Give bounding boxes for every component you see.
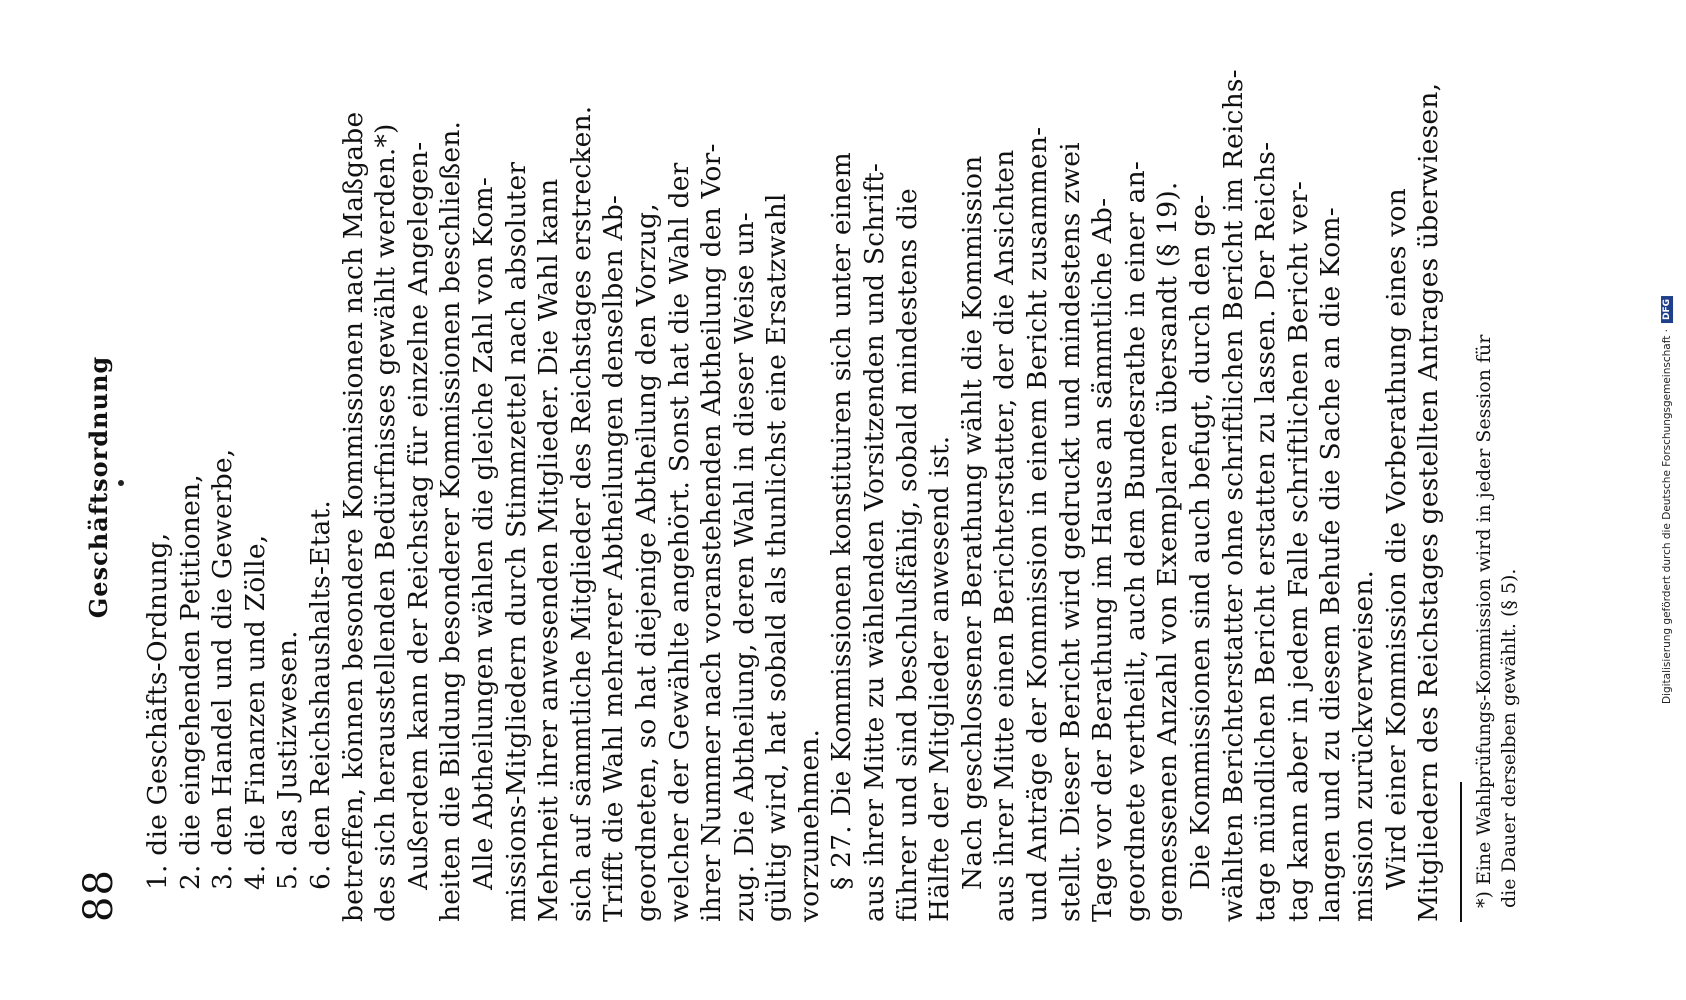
text-line: welcher der Gewählte angehört. Sonst hat die Wahl der (663, 162, 695, 922)
text-line: heiten die Bildung besonderer Kommissionen beschließen. (435, 120, 467, 922)
text-line: tag kann aber in jedem Falle schriftlichen Bericht ver- (1282, 181, 1314, 922)
page-header (70, 52, 130, 922)
body-text (142, 52, 1446, 922)
text-line: stellt. Dieser Bericht wird gedruckt und mindestens zwei (1054, 142, 1086, 922)
text-line: gemessenen Anzahl von Exemplaren übersandt (§ 19). (1152, 181, 1184, 922)
credit-text-wrap (1661, 296, 1673, 704)
text-line: aus ihrer Mitte einen Berichterstatter, der die Ansichten (989, 149, 1021, 922)
text-line: vorzunehmen. (793, 728, 825, 922)
text-line: gültig wird, hat sobald als thunlichst eine Ersatzwahl (761, 193, 793, 922)
page-content (70, 52, 1522, 922)
text-line: betreffen, können besondere Kommissionen nach Maßgabe (337, 111, 369, 922)
text-line: Mitgliedern des Reichstages gestellten Antrages überwiesen, (1413, 82, 1445, 922)
list-item: 3. den Handel und die Gewerbe, (207, 448, 239, 890)
footnote-line: *) Eine Wahlprüfungs-Kommission wird in jeder Session für (1472, 334, 1495, 908)
running-head: Geschäftsordnung (84, 355, 113, 619)
text-line: geordnete vertheilt, auch dem Bundesrathe in einer an- (1119, 160, 1151, 922)
text-line: und Anträge der Kommission in einem Bericht zusammen- (1022, 126, 1054, 922)
ornament-dot (118, 480, 124, 486)
text-line: Wird einer Kommission die Vorberathung eines von (1380, 188, 1412, 890)
text-line: Alle Abtheilungen wählen die gleiche Zahl von Kom- (467, 177, 499, 890)
text-line: Mehrheit ihrer anwesenden Mitglieder. Die Wahl kann (533, 178, 565, 922)
list-item: 6. den Reichshaushalts-Etat. (304, 499, 336, 890)
text-line: Außerdem kann der Reichstag für einzelne Angelegen- (402, 141, 434, 890)
text-line: ihrer Nummer nach voranstehenden Abtheilung den Vor- (696, 143, 728, 922)
text-line: langen und zu diesem Behufe die Sache an die Kom- (1315, 207, 1347, 922)
credit-text: Digitalisierung gefördert durch die Deutsche Forschungsgemeinschaft · (1661, 328, 1674, 705)
section-27-heading: § 27. Die Kommissionen konstituiren sich unter einem (826, 152, 858, 890)
text-line: aus ihrer Mitte zu wählenden Vorsitzenden und Schrift- (859, 162, 891, 922)
text-line: Die Kommissionen sind auch befugt, durch den ge- (1185, 194, 1216, 890)
text-line: Hälfte der Mitglieder anwesend ist. (924, 435, 956, 922)
text-line: Tage vor der Berathung im Hause an sämmtliche Ab- (1087, 197, 1119, 922)
footnote-divider (1460, 782, 1462, 922)
text-line: tage mündlichen Bericht erstatten zu lassen. Der Reichs- (1250, 141, 1282, 922)
list-item: 1. die Geschäfts-Ordnung, (142, 532, 173, 890)
text-line: geordneten, so hat diejenige Abtheilung den Vorzug, (630, 203, 662, 922)
text-line: zug. Die Abtheilung, deren Wahl in dieser Weise un- (728, 212, 760, 922)
page-number: 88 (76, 869, 122, 922)
text-line: mission zurückverweisen. (1347, 569, 1379, 922)
footnote (1472, 52, 1522, 922)
dfg-logo-icon: DFG (1661, 296, 1673, 323)
text-line: des sich herausstellenden Bedürfnisses gewählt werden.*) (370, 123, 402, 922)
digitization-credit (1656, 0, 1678, 1000)
text-line: missions-Mitgliedern durch Stimmzettel nach absoluter (500, 161, 532, 922)
text-line: Trifft die Wahl mehrerer Abtheilungen denselben Ab- (598, 194, 630, 922)
footnote-line: die Dauer derselben gewählt. (§ 5). (1497, 568, 1520, 908)
text-line: führer und sind beschlußfähig, sobald mindestens die (891, 188, 923, 922)
text-line: wählten Berichterstatter ohne schriftlichen Bericht im Reichs- (1217, 69, 1249, 922)
list-item: 4. die Finanzen und Zölle, (239, 534, 271, 890)
committee-list (142, 52, 338, 890)
text-line: sich auf sämmtliche Mitglieder des Reichstages erstrecken. (565, 105, 597, 922)
list-item: 5. das Justizwesen. (272, 630, 304, 890)
text-line: Nach geschlossener Berathung wählt die Kommission (956, 155, 988, 890)
list-item: 2. die eingehenden Petitionen, (174, 474, 206, 890)
